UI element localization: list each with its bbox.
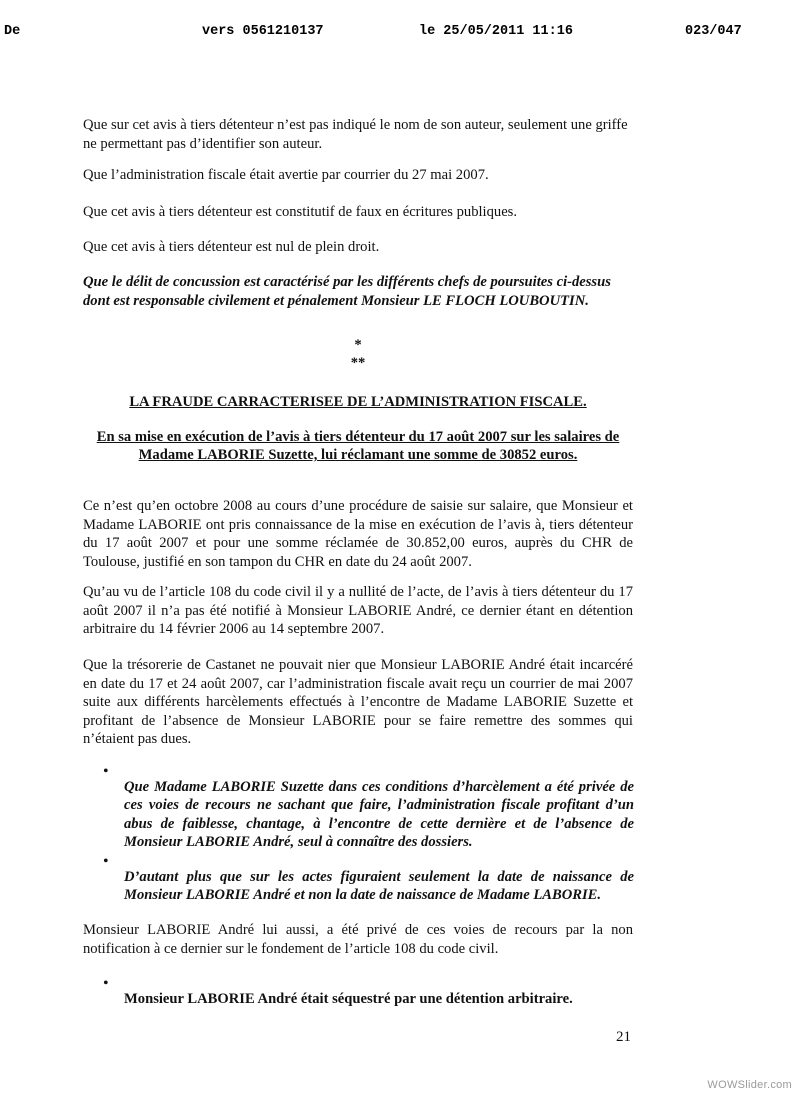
paragraph-griffe: Que sur cet avis à tiers détenteur n’est pas indiqué le nom de son auteur, seulement une griffe ne permettant pas d’identifier son auteur.	[83, 117, 628, 152]
section-title	[83, 393, 633, 412]
paragraph-article-108: Qu’au vu de l’article 108 du code civil il y a nullité de l’acte, de l’avis à tiers détenteur du 17 août 2007 il n’a pas été notifié à Monsieur LABORIE André, ce dernier étant en détention arbitraire du 14 février 2006 au 14 septembre 2007.	[83, 584, 633, 637]
bullet-date-naissance: D’autant plus que sur les actes figuraient seulement la date de naissance de Monsieur LABORIE André et non la date de naissance de Madame LABORIE.	[124, 868, 634, 904]
section-title-text: LA FRAUDE CARRACTERISEE DE L’ADMINISTRATION FISCALE.	[129, 394, 587, 410]
section-subtitle-1	[78, 428, 638, 447]
fax-from: De	[4, 24, 21, 39]
bullet-marker: •	[103, 763, 109, 780]
fax-datetime: le 25/05/2011 11:16	[419, 24, 573, 39]
separator-line-2: **	[350, 355, 366, 371]
paragraph-tresorerie: Que la trésorerie de Castanet ne pouvait nier que Monsieur LABORIE André était incarcéré en date du 17 et 24 août 2007, car l’administration fiscale avait reçu un courrier de mai 2007 suite aux différents harcèlements effectués à l’encontre de Madame LABORIE Suzette et profitant de l’absence de Monsieur LABORIE pour se faire remettre des sommes qui n’étaient pas dues.	[83, 657, 633, 747]
bullet-harcelement: Que Madame LABORIE Suzette dans ces conditions d’harcèlement a été privée de ces voies de recours ne sachant que faire, l’administration fiscale profitant d’un abus de faiblesse, chantage, à l’encontre de cette dernière et de l’absence de Monsieur LABORIE André, seul à connaître des dossiers.	[124, 778, 634, 851]
bullet-detention: Monsieur LABORIE André était séquestré par une détention arbitraire.	[124, 990, 573, 1007]
paragraph-nul: Que cet avis à tiers détenteur est nul de plein droit.	[83, 239, 380, 255]
fax-header	[0, 24, 800, 44]
fax-recipient: vers 0561210137	[202, 24, 324, 39]
paragraph-non-notification: Monsieur LABORIE André lui aussi, a été privé de ces voies de recours par la non notification à ce dernier sur le fondement de l’article 108 du code civil.	[83, 922, 633, 957]
paragraph-courrier: Que l’administration fiscale était avertie par courrier du 27 mai 2007.	[83, 167, 489, 183]
bullet-marker: •	[103, 975, 109, 992]
fax-page-count: 023/047	[685, 24, 742, 39]
paragraph-concussion: Que le délit de concussion est caractérisé par les différents chefs de poursuites ci-dessus dont est responsable civilement et pénalement Monsieur LE FLOCH LOUBOUTIN.	[83, 274, 611, 309]
section-subtitle-line-2: Madame LABORIE Suzette, lui réclamant une somme de 30852 euros.	[138, 447, 578, 463]
section-subtitle-line-1: En sa mise en exécution de l’avis à tiers détenteur du 17 août 2007 sur les salaires de	[96, 429, 620, 445]
watermark: WOWSlider.com	[707, 1079, 792, 1091]
page-number: 21	[616, 1029, 631, 1045]
section-subtitle-2	[83, 446, 633, 465]
paragraph-octobre-2008: Ce n’est qu’en octobre 2008 au cours d’une procédure de saisie sur salaire, que Monsieur et Madame LABORIE ont pris connaissance de la mise en exécution de l’avis à, tiers détenteur du 17 août 2007 et pour une somme réclamée de 30.852,00 euros, auprès du CHR de Toulouse, justifié en son tampon du CHR en date du 24 août 2007.	[83, 498, 633, 570]
bullet-marker: •	[103, 853, 109, 870]
paragraph-faux: Que cet avis à tiers détenteur est constitutif de faux en écritures publiques.	[83, 204, 518, 220]
separator-line-1: *	[354, 337, 362, 353]
